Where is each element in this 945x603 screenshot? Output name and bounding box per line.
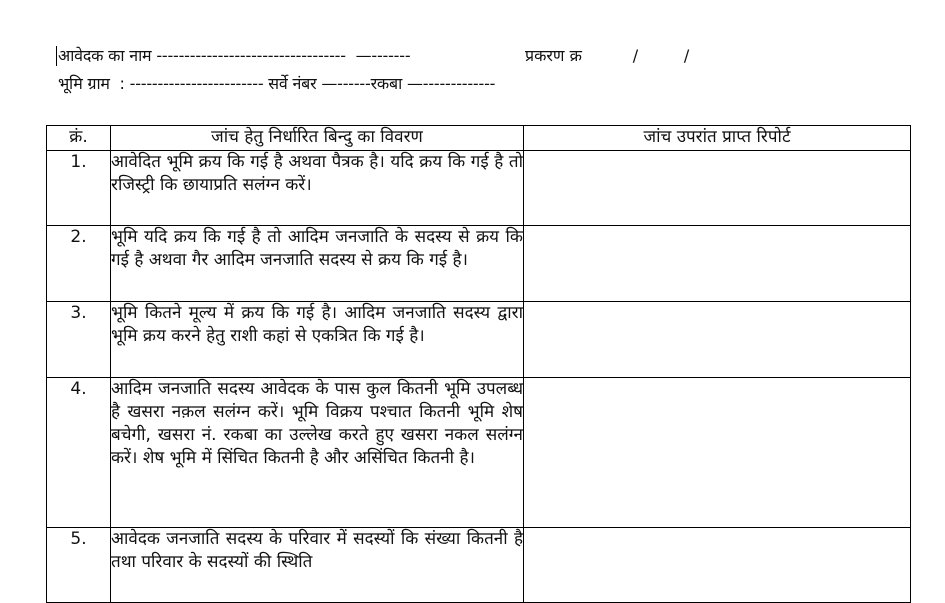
row-number: 3. — [47, 302, 111, 378]
row-number: 4. — [47, 378, 111, 528]
table-row — [47, 528, 911, 603]
row-report-cell[interactable] — [524, 302, 911, 378]
text-cursor — [56, 46, 57, 66]
row-number: 2. — [47, 226, 111, 302]
row-description: भूमि कितने मूल्य में क्रय कि गई है। आदिम जनजाति सदस्य द्वारा भूमि क्रय करने हेतु राशी कहां से एकत्रित कि गई है। — [111, 302, 524, 378]
row-number: 5. — [47, 528, 111, 603]
table-row — [47, 151, 911, 226]
table-header-row — [47, 126, 911, 151]
row-report-cell[interactable] — [524, 151, 911, 226]
row-description: आवेदक जनजाति सदस्य के परिवार में सदस्यों कि संख्या कितनी है तथा परिवार के सदस्यों की स्थिति — [111, 528, 524, 603]
row-number: 1. — [47, 151, 111, 226]
applicant-name-line: आवेदक का नाम ---------------------------------- —------- — [58, 46, 411, 65]
column-header-report: जांच उपरांत प्राप्त रिपोर्ट — [524, 126, 911, 151]
row-report-cell[interactable] — [524, 528, 911, 603]
case-number-line: प्रकरण क्र / / — [525, 46, 690, 65]
row-description: भूमि यदि क्रय कि गई है तो आदिम जनजाति के सदस्य से क्रय कि गई है अथवा गैर आदिम जनजाति सदस्य से क्रय कि गई है। — [111, 226, 524, 302]
column-header-serial: क्रं. — [47, 126, 111, 151]
land-details-line: भूमि ग्राम : ------------------------ सर्वे नंबर —------रकबा —------------- — [58, 74, 496, 93]
table-row — [47, 226, 911, 302]
row-report-cell[interactable] — [524, 226, 911, 302]
row-report-cell[interactable] — [524, 378, 911, 528]
table-row — [47, 378, 911, 528]
column-header-description: जांच हेतु निर्धारित बिन्दु का विवरण — [111, 126, 524, 151]
row-description: आवेदित भूमि क्रय कि गई है अथवा पैत्रक है। यदि क्रय कि गई है तो रजिस्ट्री कि छायाप्रति सलंग्न करें। — [111, 151, 524, 226]
row-description: आदिम जनजाति सदस्य आवेदक के पास कुल कितनी भूमि उपलब्ध है खसरा नक़ल सलंग्न करें। भूमि विक्रय पश्चात कितनी भूमि शेष बचेगी, खसरा नं. रकबा का उल्लेख करते हुए खसरा नकल सलंग्न करें। शेष भूमि में सिंचित कितनी है और असिंचित कितनी है। — [111, 378, 524, 528]
inspection-table — [46, 125, 911, 603]
table-row — [47, 302, 911, 378]
